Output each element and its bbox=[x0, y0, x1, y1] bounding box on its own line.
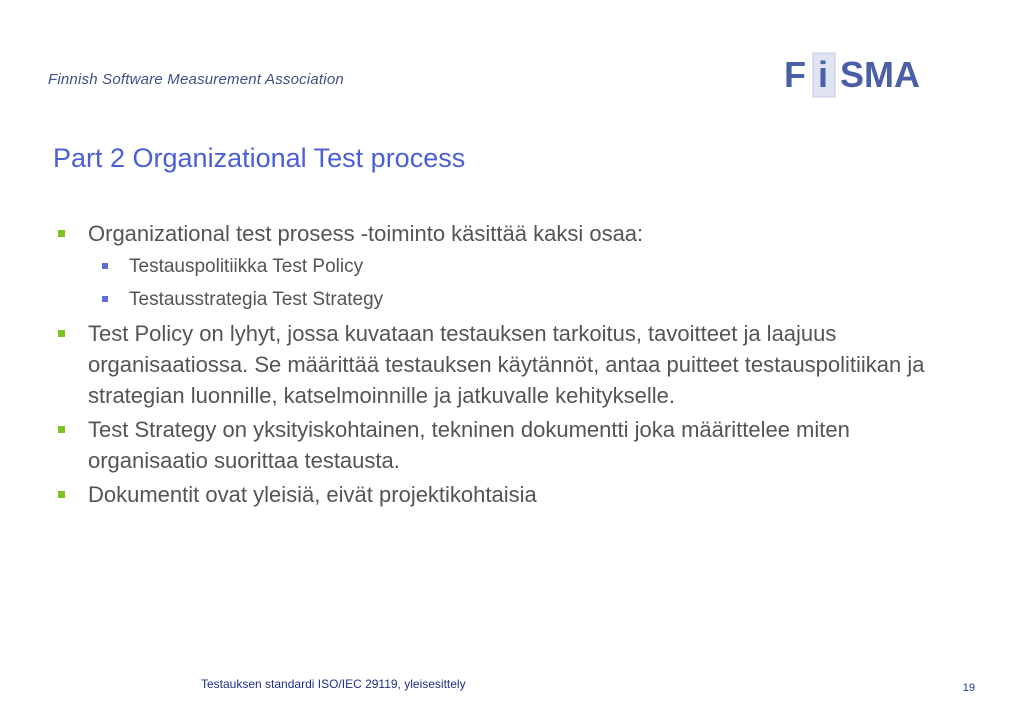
association-name: Finnish Software Measurement Association bbox=[48, 71, 344, 88]
sub-bullet-item: Testauspolitiikka Test Policy bbox=[50, 252, 950, 282]
bullet-item: Organizational test prosess -toiminto käsittää kaksi osaa: bbox=[50, 218, 950, 249]
footer-text: Testauksen standardi ISO/IEC 29119, yleisesittely bbox=[201, 677, 466, 691]
bullet-item: Test Policy on lyhyt, jossa kuvataan testauksen tarkoitus, tavoitteet ja laajuus organisaatiossa. Se määrittää testauksen käytännöt, antaa puitteet testauspolitiikan ja strategian luonnille, katselmoinnille ja jatkuvalle kehitykselle. bbox=[50, 318, 950, 411]
logo-letter-i: i bbox=[818, 54, 829, 95]
slide-title: Part 2 Organizational Test process bbox=[53, 143, 466, 173]
bullet-square-icon bbox=[58, 230, 65, 237]
fisma-logo bbox=[784, 50, 984, 100]
sub-bullet-square-icon bbox=[102, 296, 108, 302]
slide-content bbox=[50, 218, 950, 513]
sub-bullet-square-icon bbox=[102, 263, 108, 269]
bullet-square-icon bbox=[58, 491, 65, 498]
bullet-square-icon bbox=[58, 426, 65, 433]
bullet-item: Dokumentit ovat yleisiä, eivät projektikohtaisia bbox=[50, 479, 950, 510]
logo-letter-f: F bbox=[784, 54, 806, 95]
page-number: 19 bbox=[962, 682, 975, 694]
logo-letters-sma: SMA bbox=[840, 54, 920, 95]
sub-bullet-item: Testausstrategia Test Strategy bbox=[50, 285, 950, 315]
bullet-item: Test Strategy on yksityiskohtainen, tekninen dokumentti joka määrittelee miten organisaatio suorittaa testausta. bbox=[50, 414, 950, 476]
bullet-square-icon bbox=[58, 330, 65, 337]
